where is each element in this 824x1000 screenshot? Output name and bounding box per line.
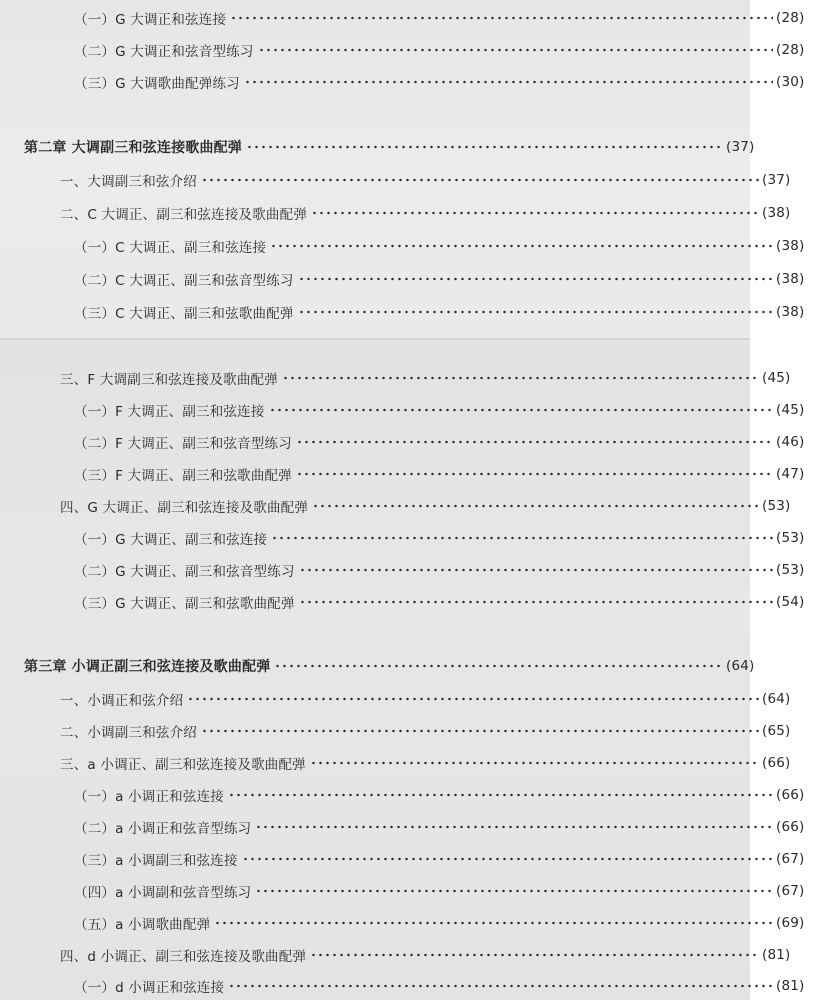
toc-entry	[0, 460, 824, 488]
toc-entry-label: （三）a 小调副三和弦连接	[74, 853, 238, 869]
dot-leader	[214, 909, 773, 937]
toc-entry-label: （二）G 大调正和弦音型练习	[74, 44, 254, 60]
toc-entry-label: （二）F 大调正、副三和弦音型练习	[74, 436, 292, 452]
toc-entry	[0, 717, 810, 745]
toc-entry	[0, 524, 824, 552]
toc-entry	[0, 749, 810, 777]
toc-entry-page: (38)	[776, 271, 805, 287]
toc-entry-label: 四、d 小调正、副三和弦连接及歌曲配弹	[60, 949, 307, 965]
toc-entry-label: （一）C 大调正、副三和弦连接	[74, 240, 267, 256]
toc-entry-page: (38)	[776, 238, 805, 254]
dot-leader	[255, 877, 773, 905]
toc-entry-label: 一、小调正和弦介绍	[60, 693, 184, 709]
dot-leader	[255, 813, 773, 841]
toc-entry	[0, 4, 824, 32]
toc-entry	[0, 972, 824, 1000]
toc-entry-page: (45)	[776, 402, 805, 418]
toc-entry-label: （一）G 大调正和弦连接	[74, 12, 227, 28]
toc-entry-page: (37)	[762, 172, 791, 188]
toc-entry-label: （二）C 大调正、副三和弦音型练习	[74, 273, 294, 289]
toc-entry-page: (38)	[762, 205, 791, 221]
toc-entry	[0, 36, 824, 64]
toc-entry-label: （一）a 小调正和弦连接	[74, 789, 224, 805]
dot-leader	[311, 199, 759, 227]
toc-entry-label: （三）G 大调歌曲配弹练习	[74, 76, 240, 92]
toc-entry-label: 三、a 小调正、副三和弦连接及歌曲配弹	[60, 757, 306, 773]
toc-entry	[0, 199, 810, 227]
dot-leader	[269, 396, 773, 424]
dot-leader	[296, 460, 773, 488]
toc-entry-label: （一）G 大调正、副三和弦连接	[74, 532, 268, 548]
toc-entry	[0, 492, 810, 520]
toc-entry-label: （二）G 大调正、副三和弦音型练习	[74, 564, 295, 580]
dot-leader	[298, 265, 773, 293]
toc-entry	[0, 813, 824, 841]
toc-entry	[0, 396, 824, 424]
toc-entry-label: （三）C 大调正、副三和弦歌曲配弹	[74, 306, 294, 322]
dot-leader	[274, 652, 723, 680]
dot-leader	[258, 36, 773, 64]
dot-leader	[228, 972, 773, 1000]
dot-leader	[299, 588, 773, 616]
toc-entry-page: (30)	[776, 74, 805, 90]
toc-chapter-heading	[0, 133, 774, 161]
toc-entry-page: (66)	[762, 755, 791, 771]
toc-entry-page: (67)	[776, 883, 805, 899]
toc-entry	[0, 428, 824, 456]
dot-leader	[296, 428, 773, 456]
toc-entry-page: (64)	[762, 691, 791, 707]
toc-entry	[0, 877, 824, 905]
toc-entry	[0, 781, 824, 809]
toc-entry-page: (45)	[762, 370, 791, 386]
dot-leader	[310, 941, 759, 969]
toc-entry-page: (66)	[776, 787, 805, 803]
toc-chapter-heading	[0, 652, 774, 680]
dot-leader	[201, 166, 759, 194]
toc-entry-label: （一）F 大调正、副三和弦连接	[74, 404, 265, 420]
toc-entry-page: (54)	[776, 594, 805, 610]
toc-entry-label: 一、大调副三和弦介绍	[60, 174, 197, 190]
dot-leader	[246, 133, 723, 161]
dot-leader	[201, 717, 759, 745]
toc-entry-page: (53)	[776, 562, 805, 578]
toc-entry-label: （五）a 小调歌曲配弹	[74, 917, 211, 933]
dot-leader	[271, 524, 773, 552]
dot-leader	[298, 298, 773, 326]
toc-entry-label: （三）G 大调正、副三和弦歌曲配弹	[74, 596, 295, 612]
toc-entry-label: 二、C 大调正、副三和弦连接及歌曲配弹	[60, 207, 308, 223]
toc-entry	[0, 166, 810, 194]
toc-scan-top	[0, 0, 805, 340]
toc-entry	[0, 909, 824, 937]
toc-entry	[0, 298, 824, 326]
toc-entry-page: (81)	[762, 947, 791, 963]
toc-entry-page: (37)	[726, 139, 755, 155]
toc-entry	[0, 364, 810, 392]
toc-entry-label: 二、小调副三和弦介绍	[60, 725, 197, 741]
toc-entry-page: (64)	[726, 658, 755, 674]
toc-entry-page: (69)	[776, 915, 805, 931]
dot-leader	[282, 364, 759, 392]
toc-entry-label: （二）a 小调正和弦音型练习	[74, 821, 252, 837]
toc-entry-page: (28)	[776, 42, 805, 58]
toc-entry-label: 四、G 大调正、副三和弦连接及歌曲配弹	[60, 500, 309, 516]
toc-entry-label: 第三章 小调正副三和弦连接及歌曲配弹	[24, 659, 271, 675]
toc-entry-page: (67)	[776, 851, 805, 867]
toc-scan-bottom	[0, 340, 805, 1000]
toc-entry-label: （三）F 大调正、副三和弦歌曲配弹	[74, 468, 292, 484]
toc-entry	[0, 265, 824, 293]
dot-leader	[242, 845, 773, 873]
toc-entry	[0, 588, 824, 616]
dot-leader	[187, 685, 759, 713]
toc-entry-page: (66)	[776, 819, 805, 835]
dot-leader	[244, 68, 773, 96]
dot-leader	[299, 556, 773, 584]
toc-entry	[0, 68, 824, 96]
toc-entry	[0, 941, 810, 969]
toc-entry-label: （四）a 小调副和弦音型练习	[74, 885, 252, 901]
toc-entry	[0, 685, 810, 713]
toc-entry-page: (28)	[776, 10, 805, 26]
toc-entry	[0, 232, 824, 260]
toc-entry-page: (38)	[776, 304, 805, 320]
toc-entry	[0, 845, 824, 873]
toc-entry-page: (65)	[762, 723, 791, 739]
toc-entry-page: (47)	[776, 466, 805, 482]
toc-entry	[0, 556, 824, 584]
dot-leader	[312, 492, 759, 520]
toc-entry-page: (46)	[776, 434, 805, 450]
dot-leader	[228, 781, 773, 809]
toc-entry-label: 第二章 大调副三和弦连接歌曲配弹	[24, 140, 243, 156]
dot-leader	[270, 232, 773, 260]
toc-entry-label: （一）d 小调正和弦连接	[74, 980, 225, 996]
toc-entry-page: (53)	[762, 498, 791, 514]
toc-entry-page: (81)	[776, 978, 805, 994]
dot-leader	[310, 749, 759, 777]
toc-entry-label: 三、F 大调副三和弦连接及歌曲配弹	[60, 372, 278, 388]
dot-leader	[230, 4, 773, 32]
toc-entry-page: (53)	[776, 530, 805, 546]
